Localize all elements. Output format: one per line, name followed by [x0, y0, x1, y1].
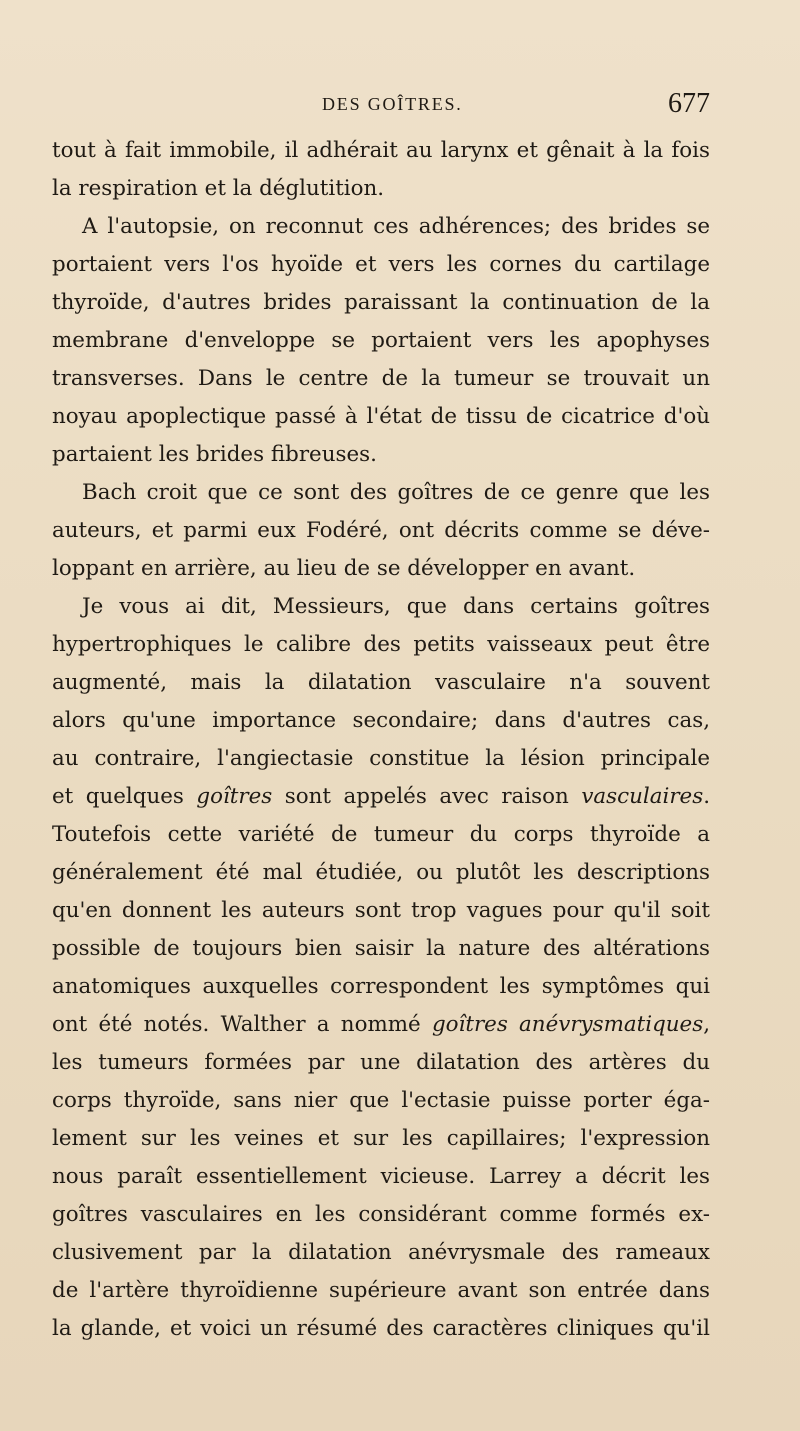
text-run: ont été notés. Walther a nommé	[52, 1012, 432, 1037]
text-line: au contraire, l'angiectasie constitue la lésion principale	[52, 746, 710, 771]
paragraph-first-line: A l'autopsie, on reconnut ces adhérences; des brides se	[82, 214, 710, 239]
text-line: les tumeurs formées par une dilatation des artères du	[52, 1050, 710, 1075]
text-line: membrane d'enveloppe se portaient vers les apophyses	[52, 328, 710, 353]
text-line: noyau apoplectique passé à l'état de tissu de cicatrice d'où	[52, 404, 710, 429]
text-line: généralement été mal étudiée, ou plutôt les descriptions	[52, 860, 710, 885]
page-header	[52, 88, 710, 128]
text-line: alors qu'une importance secondaire; dans d'autres cas,	[52, 708, 710, 733]
page-number: 677	[668, 88, 710, 119]
emphasis-goitres: goîtres	[196, 784, 273, 809]
text-line: transverses. Dans le centre de la tumeur se trouvait un	[52, 366, 710, 391]
text-line: lement sur les veines et sur les capillaires; l'expression	[52, 1126, 710, 1151]
text-run: sont appelés avec raison	[272, 784, 582, 809]
text-line: Toutefois cette variété de tumeur du corps thyroïde a	[52, 822, 710, 847]
text-line: tout à fait immobile, il adhérait au larynx et gênait à la fois	[52, 138, 710, 163]
text-line: partaient les brides fibreuses.	[52, 442, 377, 467]
body-text	[52, 132, 710, 1348]
text-line: thyroïde, d'autres brides paraissant la continuation de la	[52, 290, 710, 315]
text-line: goîtres vasculaires en les considérant comme formés ex-	[52, 1202, 710, 1227]
text-line: corps thyroïde, sans nier que l'ectasie puisse porter éga-	[52, 1088, 710, 1113]
emphasis-goitres-anevrysmatiques: goîtres anévrysmatiques	[431, 1012, 704, 1037]
text-line: clusivement par la dilatation anévrysmale des rameaux	[52, 1240, 710, 1265]
text-run: .	[703, 784, 710, 809]
text-line: portaient vers l'os hyoïde et vers les cornes du cartilage	[52, 252, 710, 277]
emphasis-vasculaires: vasculaires	[581, 784, 704, 809]
text-line: nous paraît essentiellement vicieuse. Larrey a décrit les	[52, 1164, 710, 1189]
text-line: hypertrophiques le calibre des petits vaisseaux peut être	[52, 632, 710, 657]
text-line: de l'artère thyroïdienne supérieure avant son entrée dans	[52, 1278, 710, 1303]
text-line: auteurs, et parmi eux Fodéré, ont décrits comme se déve-	[52, 518, 710, 543]
text-line-with-emphasis	[52, 1006, 710, 1044]
running-title: DES GOÎTRES.	[322, 94, 463, 114]
text-line: anatomiques auxquelles correspondent les symptômes qui	[52, 974, 710, 999]
text-line: possible de toujours bien saisir la nature des altérations	[52, 936, 710, 961]
text-line: la respiration et la déglutition.	[52, 176, 385, 201]
paragraph-first-line: Je vous ai dit, Messieurs, que dans certains goîtres	[82, 594, 710, 619]
text-line: augmenté, mais la dilatation vasculaire n'a souvent	[52, 670, 710, 695]
text-line: loppant en arrière, au lieu de se développer en avant.	[52, 556, 636, 581]
paragraph-first-line: Bach croit que ce sont des goîtres de ce genre que les	[82, 480, 710, 505]
text-run: et quelques	[52, 784, 197, 809]
text-line: la glande, et voici un résumé des caractères cliniques qu'il	[52, 1316, 710, 1341]
text-line-with-emphasis	[52, 778, 710, 816]
text-line: qu'en donnent les auteurs sont trop vagues pour qu'il soit	[52, 898, 710, 923]
text-run: ,	[703, 1012, 711, 1037]
